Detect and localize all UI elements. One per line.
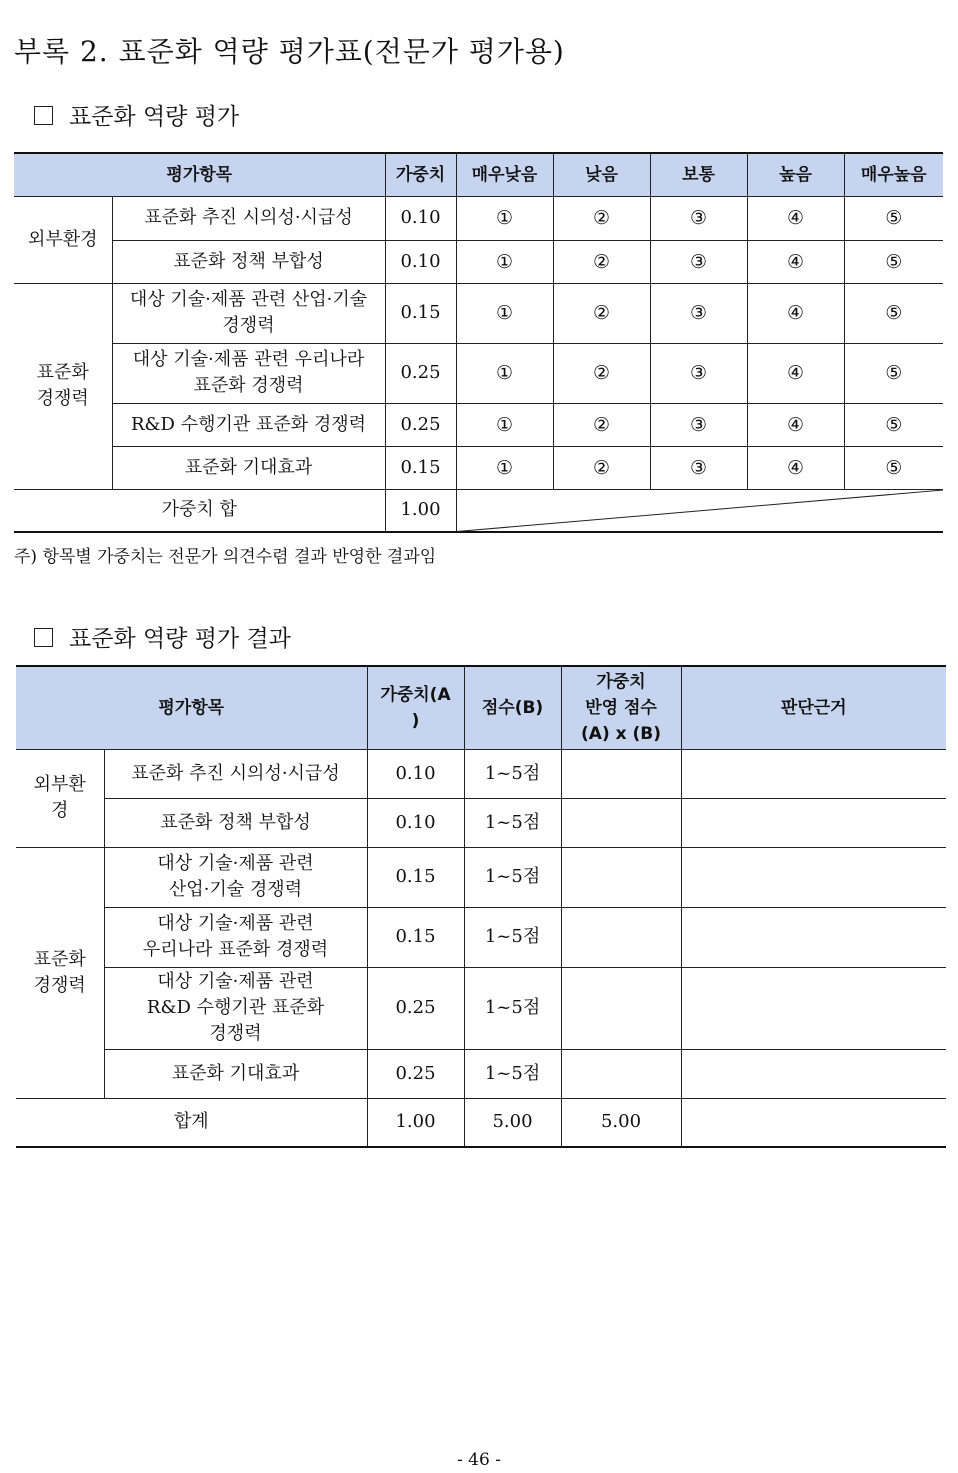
scale-5[interactable]: ⑤ [844,240,943,283]
scale-3[interactable]: ③ [650,343,747,403]
weight-cell: 0.25 [385,403,456,446]
item-cell: 대상 기술·제품 관련 우리나라 표준화 경쟁력 [112,343,385,403]
group-external: 외부환 경 [16,749,104,847]
scale-2[interactable]: ② [553,283,650,343]
item-cell: 대상 기술·제품 관련 우리나라 표준화 경쟁력 [104,907,367,967]
weight-cell: 0.25 [367,967,464,1049]
scale-5[interactable]: ⑤ [844,403,943,446]
evaluation-table [14,152,943,533]
scale-3[interactable]: ③ [650,283,747,343]
checkbox-icon [34,628,53,647]
weight-cell: 0.10 [367,798,464,847]
section-heading-evaluation [34,98,239,131]
header-rationale: 판단근거 [681,666,946,749]
group-competitiveness: 표준화 경쟁력 [16,847,104,1098]
rationale-cell[interactable] [681,967,946,1049]
section-heading-result [34,620,291,653]
table-note: 주) 항목별 가중치는 전문가 의견수렴 결과 반영한 결과임 [14,547,437,567]
scale-5[interactable]: ⑤ [844,446,943,489]
weighted-score-cell[interactable] [561,847,681,907]
rationale-cell[interactable] [681,798,946,847]
scale-2[interactable]: ② [553,403,650,446]
weight-cell: 0.15 [385,283,456,343]
scale-5[interactable]: ⑤ [844,283,943,343]
score-cell: 1~5점 [464,907,561,967]
total-rationale[interactable] [681,1098,946,1147]
item-cell: 표준화 정책 부합성 [112,240,385,283]
scale-1[interactable]: ① [456,240,553,283]
scale-5[interactable]: ⑤ [844,343,943,403]
scale-3[interactable]: ③ [650,196,747,240]
item-cell: 표준화 정책 부합성 [104,798,367,847]
score-cell: 1~5점 [464,967,561,1049]
header-item: 평가항목 [14,153,385,196]
weighted-score-cell[interactable] [561,1049,681,1098]
scale-4[interactable]: ④ [747,403,844,446]
weighted-score-cell[interactable] [561,798,681,847]
scale-2[interactable]: ② [553,196,650,240]
scale-4[interactable]: ④ [747,283,844,343]
scale-4[interactable]: ④ [747,240,844,283]
scale-4[interactable]: ④ [747,196,844,240]
group-external: 외부환경 [14,196,112,283]
scale-1[interactable]: ① [456,403,553,446]
weight-cell: 0.10 [385,196,456,240]
rationale-cell[interactable] [681,907,946,967]
total-label: 합계 [16,1098,367,1147]
header-weight: 가중치 [385,153,456,196]
page-title: 부록 2. 표준화 역량 평가표(전문가 평가용) [14,35,565,68]
weight-cell: 0.25 [385,343,456,403]
total-weighted-score: 5.00 [561,1098,681,1147]
item-cell: R&D 수행기관 표준화 경쟁력 [112,403,385,446]
header-high: 높음 [747,153,844,196]
scale-1[interactable]: ① [456,446,553,489]
scale-4[interactable]: ④ [747,343,844,403]
rationale-cell[interactable] [681,749,946,798]
scale-2[interactable]: ② [553,446,650,489]
item-cell: 표준화 기대효과 [112,446,385,489]
weight-cell: 0.15 [385,446,456,489]
scale-4[interactable]: ④ [747,446,844,489]
weighted-score-cell[interactable] [561,749,681,798]
weight-cell: 0.15 [367,907,464,967]
item-cell: 표준화 추진 시의성·시급성 [112,196,385,240]
header-weight-a: 가중치(A ) [367,666,464,749]
score-cell: 1~5점 [464,1049,561,1098]
header-weighted-score: 가중치 반영 점수 (A) x (B) [561,666,681,749]
weight-cell: 0.25 [367,1049,464,1098]
item-cell: 표준화 기대효과 [104,1049,367,1098]
score-cell: 1~5점 [464,798,561,847]
item-cell: 대상 기술·제품 관련 산업·기술 경쟁력 [112,283,385,343]
header-item: 평가항목 [16,666,367,749]
section-label: 표준화 역량 평가 [69,104,240,130]
total-weight: 1.00 [367,1098,464,1147]
rationale-cell[interactable] [681,847,946,907]
group-competitiveness: 표준화 경쟁력 [14,283,112,489]
item-cell: 대상 기술·제품 관련 R&D 수행기관 표준화 경쟁력 [104,967,367,1049]
header-score-b: 점수(B) [464,666,561,749]
scale-1[interactable]: ① [456,196,553,240]
section-label: 표준화 역량 평가 결과 [69,626,291,652]
total-weight-value: 1.00 [385,489,456,532]
weight-cell: 0.10 [385,240,456,283]
scale-2[interactable]: ② [553,343,650,403]
score-cell: 1~5점 [464,749,561,798]
weighted-score-cell[interactable] [561,967,681,1049]
checkbox-icon [34,106,53,125]
scale-3[interactable]: ③ [650,403,747,446]
rationale-cell[interactable] [681,1049,946,1098]
header-normal: 보통 [650,153,747,196]
item-cell: 표준화 추진 시의성·시급성 [104,749,367,798]
header-low: 낮음 [553,153,650,196]
result-table [16,665,946,1148]
score-cell: 1~5점 [464,847,561,907]
scale-2[interactable]: ② [553,240,650,283]
weight-cell: 0.15 [367,847,464,907]
weighted-score-cell[interactable] [561,907,681,967]
header-very-high: 매우높음 [844,153,943,196]
scale-3[interactable]: ③ [650,446,747,489]
scale-1[interactable]: ① [456,283,553,343]
scale-3[interactable]: ③ [650,240,747,283]
scale-5[interactable]: ⑤ [844,196,943,240]
total-score: 5.00 [464,1098,561,1147]
header-very-low: 매우낮음 [456,153,553,196]
page-number: - 46 - [457,1450,501,1470]
item-cell: 대상 기술·제품 관련 산업·기술 경쟁력 [104,847,367,907]
scale-1[interactable]: ① [456,343,553,403]
weight-cell: 0.10 [367,749,464,798]
total-weight-label: 가중치 합 [14,489,385,532]
diagonal-slash-cell [456,489,943,532]
